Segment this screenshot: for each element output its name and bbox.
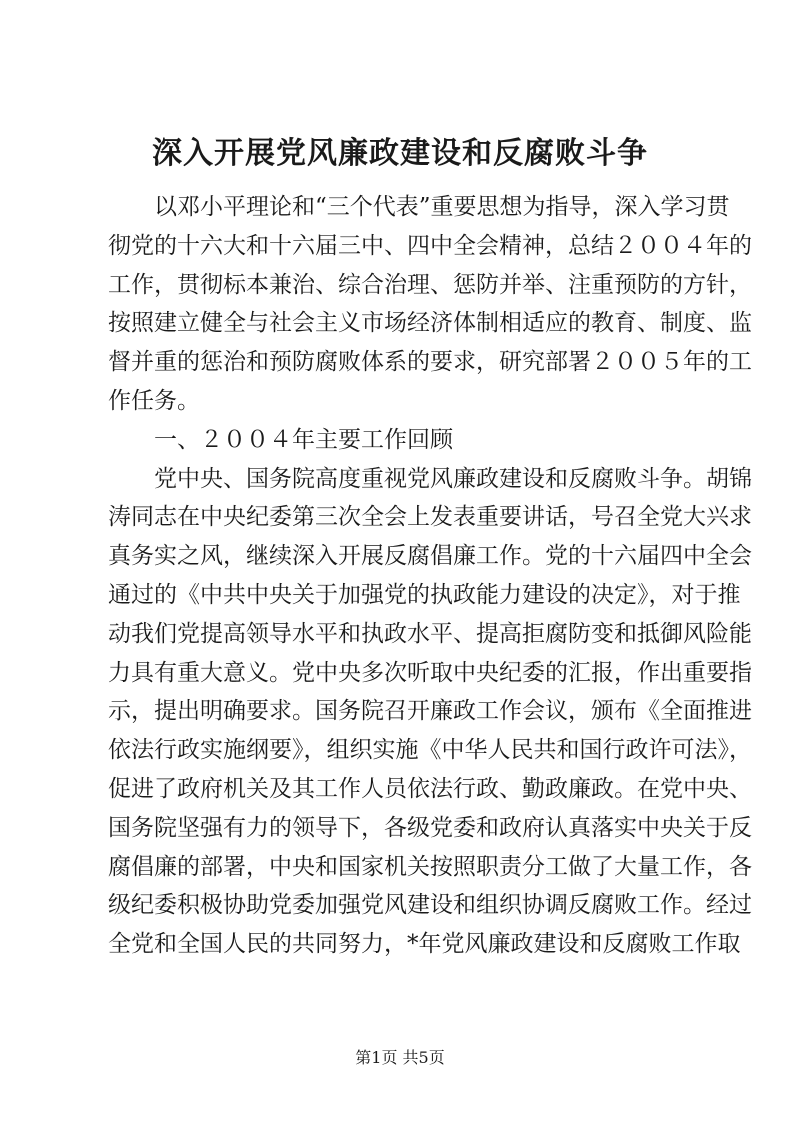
body-line: 国务院坚强有力的领导下，各级党委和政府认真落实中央关于反 (108, 814, 752, 841)
body-line: 彻党的十六大和十六届三中、四中全会精神，总结２００４年的 (108, 232, 752, 259)
page-number-footer: 第1页 共5页 (355, 1048, 445, 1067)
body-line: 动我们党提高领导水平和执政水平、提高拒腐防变和抵御风险能 (108, 620, 752, 647)
document-title: 深入开展党风廉政建设和反腐败斗争 (152, 136, 648, 171)
body-line: 以邓小平理论和“三个代表”重要思想为指导，深入学习贯 (108, 194, 730, 220)
body-line: 依法行政实施纲要》，组织实施《中华人民共和国行政许可法》， (108, 737, 752, 764)
body-line: 力具有重大意义。党中央多次听取中央纪委的汇报，作出重要指 (108, 659, 752, 686)
body-line: 督并重的惩治和预防腐败体系的要求，研究部署２００５年的工 (108, 349, 752, 376)
document-body (108, 188, 752, 964)
body-line: 级纪委积极协助党委加强党风建设和组织协调反腐败工作。经过 (108, 892, 752, 919)
body-line: 全党和全国人民的共同努力，*年党风廉政建设和反腐败工作取 (108, 931, 741, 958)
body-line: 通过的《中共中央关于加强党的执政能力建设的决定》，对于推 (108, 581, 741, 608)
body-line: 按照建立健全与社会主义市场经济体制相适应的教育、制度、监 (108, 310, 752, 337)
body-line: 涛同志在中央纪委第三次全会上发表重要讲话，号召全党大兴求 (108, 504, 752, 531)
section-heading: 一、２００４年主要工作回顾 (108, 426, 453, 453)
body-line: 示，提出明确要求。国务院召开廉政工作会议，颁布《全面推进 (108, 698, 752, 725)
body-line: 党中央、国务院高度重视党风廉政建设和反腐败斗争。胡锦 (108, 465, 752, 492)
body-line: 促进了政府机关及其工作人员依法行政、勤政廉政。在党中央、 (108, 775, 752, 802)
body-line: 作任务。 (108, 387, 200, 414)
body-line: 真务实之风，继续深入开展反腐倡廉工作。党的十六届四中全会 (108, 543, 752, 570)
body-line: 工作，贯彻标本兼治、综合治理、惩防并举、注重预防的方针， (108, 271, 752, 298)
body-line: 腐倡廉的部署，中央和国家机关按照职责分工做了大量工作，各 (108, 853, 752, 880)
